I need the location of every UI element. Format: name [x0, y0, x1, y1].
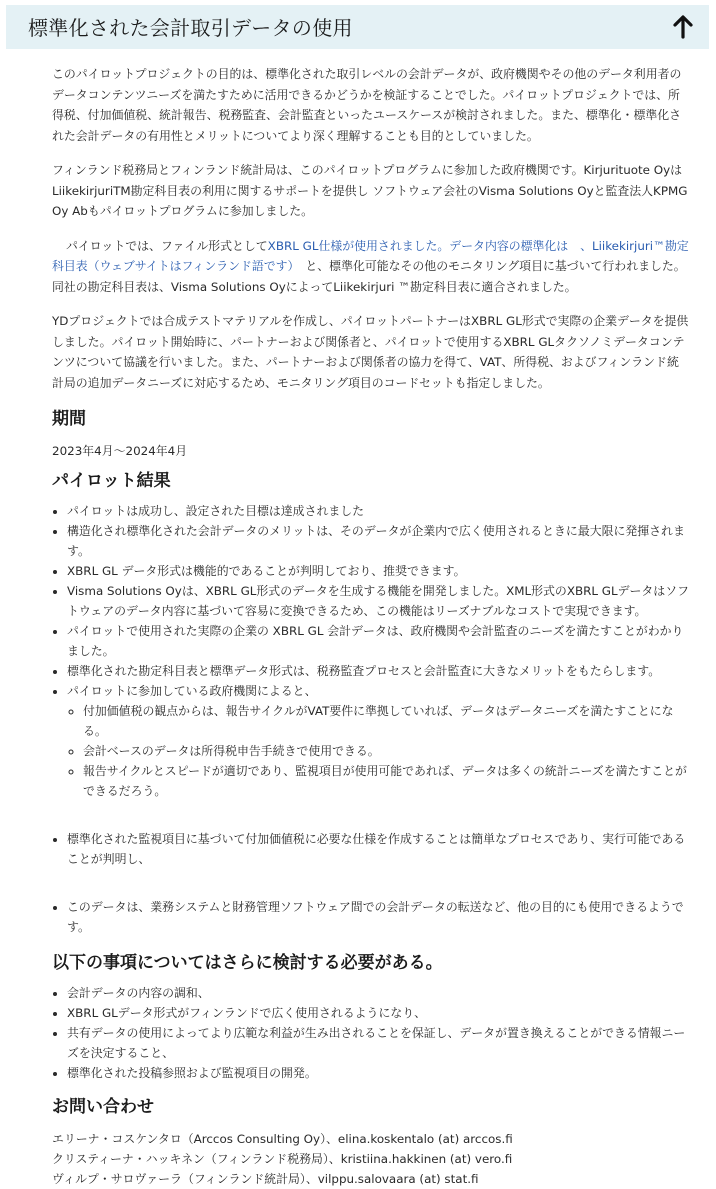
article-body — [52, 64, 690, 1189]
sub-list-item: ◦ 付加価値税の観点からは、報告サイクルがVAT要件に準拠していれば、データはデータニーズを満たすことになる。 — [83, 701, 690, 741]
sub-list-item: ◦ 会計ベースのデータは所得税申告手続きで使用できる。 — [83, 741, 690, 761]
list-item: • Visma Solutions Oyは、XBRL GL形式のデータを生成する機能を開発しました。XML形式のXBRL GLデータはソフトウェアのデータ内容に基づいて容易に変換できるため、この機能はリーズナブルなコストで実現できます。 — [67, 581, 690, 621]
contact-line: エリーナ・コスケンタロ（Arccos Consulting Oy）、elina.koskentalo (at) arccos.fi — [52, 1132, 513, 1146]
intro-paragraph-3-text-b: と、標準化可能なその他のモニタリング項目に基づいて行われました。同社の勘定科目表は、Visma Solutions OyによってLiikekirjuri ™勘定科目表に適合されました。 — [52, 259, 686, 294]
list-item: • 標準化された勘定科目表と標準データ形式は、税務監査プロセスと会計監査に大きなメリットをもたらします。 — [67, 661, 690, 681]
page-title: 標準化された会計取引データの使用 — [28, 16, 353, 40]
results-heading: パイロット結果 — [52, 471, 171, 491]
contact-heading: お問い合わせ — [52, 1097, 154, 1117]
sub-list-item: ◦ 報告サイクルとスピードが適切であり、監視項目が使用可能であれば、データは多くの統計ニーズを満たすことができるだろう。 — [83, 761, 690, 801]
list-item — [67, 681, 690, 801]
list-item: • 標準化された監視項目に基づいて付加価値税に必要な仕様を作成することは簡単なプロセスであり、実行可能であることが判明し、 — [67, 829, 690, 869]
list-item: • このデータは、業務システムと財務管理ソフトウェア間での会計データの転送など、他の目的にも使用できるようです。 — [67, 897, 690, 937]
results-sublist — [67, 701, 690, 801]
period-value: 2023年4月～2024年4月 — [52, 444, 188, 458]
period-heading: 期間 — [52, 409, 86, 429]
list-item: • 会計データの内容の調和、 — [67, 983, 690, 1003]
contact-line: ヴィルプ・サロヴァーラ（フィンランド統計局）、vilppu.salovaara (at) stat.fi — [52, 1172, 479, 1186]
further-heading: 以下の事項についてはさらに検討する必要がある。 — [52, 953, 443, 973]
intro-paragraph-3 — [52, 236, 690, 298]
results-list — [52, 501, 690, 937]
xbrl-gl-link[interactable]: XBRL GL仕様が使用されました。データ内容の標準化は 、Liikekirjuri™勘定科目表（ウェブサイトはフィンランド語です） — [52, 238, 689, 273]
arrow-up-icon — [663, 7, 703, 47]
list-item: • パイロットは成功し、設定された目標は達成されました — [67, 501, 690, 521]
list-item-text: パイロットに参加している政府機関によると、 — [67, 684, 317, 698]
list-item: • 標準化された投稿参照および監視項目の開発。 — [67, 1063, 690, 1083]
list-item: • パイロットで使用された実際の企業の XBRL GL 会計データは、政府機関や会計監査のニーズを満たすことがわかりました。 — [67, 621, 690, 661]
list-item: • 共有データの使用によってより広範な利益が生み出されることを保証し、データが置き換えることができる情報ニーズを決定すること、 — [67, 1023, 690, 1063]
list-item: • XBRL GLデータ形式がフィンランドで広く使用されるようになり、 — [67, 1003, 690, 1023]
list-item: • XBRL GL データ形式は機能的であることが判明しており、推奨できます。 — [67, 561, 690, 581]
intro-paragraph-3-text-a: パイロットでは、ファイル形式として — [66, 238, 268, 253]
further-list — [52, 983, 690, 1083]
list-item: • 構造化され標準化された会計データのメリットは、そのデータが企業内で広く使用されるときに最大限に発揮されます。 — [67, 521, 690, 561]
contact-line: クリスティーナ・ハッキネン（フィンランド税務局）、kristiina.hakkinen (at) vero.fi — [52, 1152, 513, 1166]
collapse-button[interactable] — [663, 7, 703, 47]
section-header[interactable] — [6, 5, 709, 49]
intro-paragraph-1: このパイロットプロジェクトの目的は、標準化された取引レベルの会計データが、政府機関やその他のデータ利用者のデータコンテンツニーズを満たすために活用できるかどうかを検証することでした。パイロットプロジェクトでは、所得税、付加価値税、統計報告、税務監査、会計監査といったユースケースが検討されました。また、標準化・標準化された会計データの有用性とメリットについてより深く理解することも目的としていました。 — [52, 67, 682, 143]
intro-paragraph-2: フィンランド税務局とフィンランド統計局は、このパイロットプログラムに参加した政府機関です。Kirjurituote OyはLiikekirjuriTM勘定科目表の利用に関するサポートを提供し ソフトウェア会社のVisma Solutions Oyと監査法人KPMG Oy Abもパイロットプログラムに参加しました。 — [52, 163, 688, 218]
intro-paragraph-4: YDプロジェクトでは合成テストマテリアルを作成し、パイロットパートナーはXBRL GL形式で実際の企業データを提供しました。パイロット開始時に、パートナーおよび関係者と、パイロットで使用するXBRL GLタクソノミデータコンテンツについて協議を行いました。また、パートナーおよび関係者の協力を得て、VAT、所得税、およびフィンランド統計局の追加データニーズに対応するため、モニタリング項目のコードセットも指定しました。 — [52, 314, 689, 390]
